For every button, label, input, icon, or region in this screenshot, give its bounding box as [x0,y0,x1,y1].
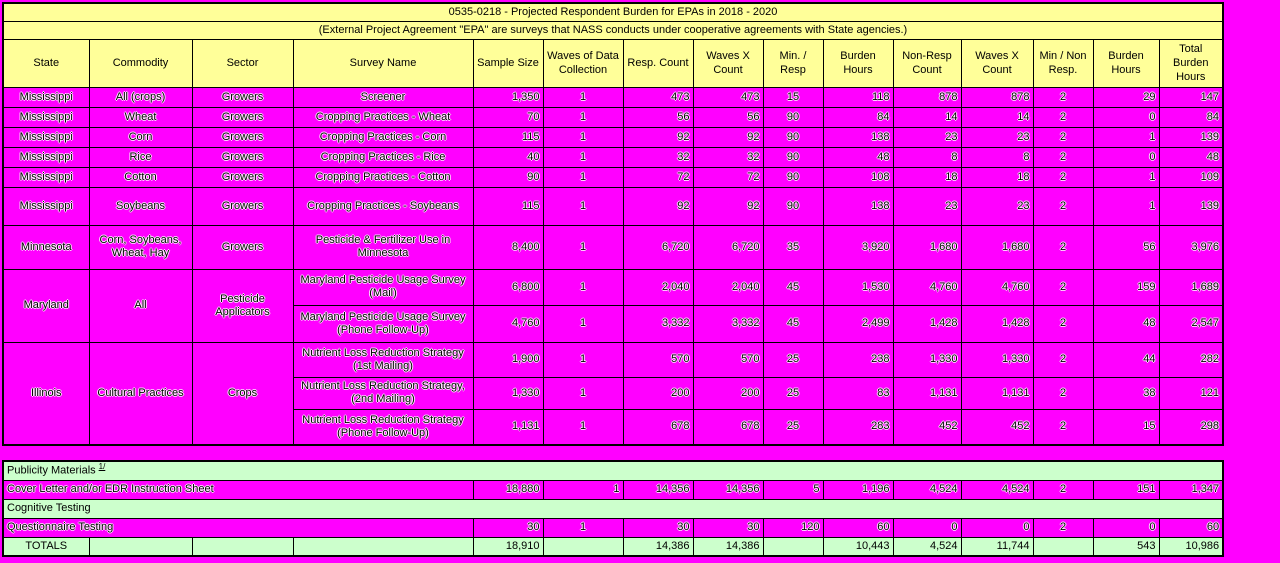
cell-wavesx[interactable]: 14,386 [693,537,763,556]
cell-wavesx2[interactable]: 23 [961,187,1033,225]
cell-wavesx2[interactable]: 1,680 [961,225,1033,269]
cell-total[interactable]: 10,986 [1159,537,1223,556]
cell-min[interactable]: 90 [763,147,823,167]
table-row [3,225,1223,269]
col-header-resp-count[interactable]: Resp. Count [623,39,693,87]
cell-waves[interactable]: 1 [543,127,623,147]
cell-burden[interactable]: 48 [823,147,893,167]
cell-wavesx[interactable]: 30 [693,518,763,537]
cell-minnon[interactable]: 2 [1033,342,1093,377]
col-header-waves[interactable]: Waves of Data Collection [543,39,623,87]
section-header-cognitive[interactable]: Cognitive Testing [3,499,1223,518]
cell-burden2[interactable]: 15 [1093,409,1159,445]
cell-resp[interactable]: 72 [623,167,693,187]
cell-commodity[interactable]: Wheat [89,107,192,127]
cell-wavesx2[interactable]: 18 [961,167,1033,187]
cell-nonresp[interactable]: 0 [893,518,961,537]
cell-wavesx[interactable]: 473 [693,87,763,107]
cell-wavesx[interactable]: 678 [693,409,763,445]
cell-wavesx2[interactable]: 11,744 [961,537,1033,556]
table-row [3,342,1223,377]
cell-burden[interactable]: 2,499 [823,305,893,342]
cell-sector[interactable]: Growers [192,107,293,127]
burden-table [2,2,1224,446]
cell-min[interactable]: 45 [763,269,823,305]
cell-wavesx[interactable]: 14,356 [693,480,763,499]
cell-survey[interactable]: Cropping Practices - Corn [293,127,473,147]
cell-commodity[interactable]: Corn [89,127,192,147]
cell-total[interactable]: 147 [1159,87,1223,107]
cell-nonresp[interactable]: 23 [893,127,961,147]
table-row [3,461,1223,480]
cell-resp[interactable]: 92 [623,187,693,225]
cell-resp[interactable]: 56 [623,107,693,127]
cell-sample[interactable]: 90 [473,167,543,187]
cell-wavesx2[interactable]: 14 [961,107,1033,127]
table-row [3,127,1223,147]
cell-survey[interactable]: Maryland Pesticide Usage Survey (Mail) [293,269,473,305]
cell-minnon[interactable]: 2 [1033,147,1093,167]
table-row [3,87,1223,107]
cell-burden[interactable]: 1,196 [823,480,893,499]
cell-cover-letter-label[interactable]: Cover Letter and/or EDR Instruction Sheet [3,480,473,499]
cell-wavesx[interactable]: 3,332 [693,305,763,342]
cell-minnon[interactable]: 2 [1033,409,1093,445]
cell-sector[interactable]: Growers [192,147,293,167]
cell-state[interactable]: Mississippi [3,187,89,225]
cell-commodity[interactable]: Soybeans [89,187,192,225]
cell-nonresp[interactable]: 4,524 [893,537,961,556]
cell-burden[interactable]: 238 [823,342,893,377]
cell-sample[interactable]: 8,400 [473,225,543,269]
cell-resp[interactable]: 32 [623,147,693,167]
cell-commodity[interactable]: Cotton [89,167,192,187]
cell-waves[interactable]: 1 [543,107,623,127]
cell-state[interactable]: Mississippi [3,107,89,127]
col-header-min-nonresp[interactable]: Min / Non Resp. [1033,39,1093,87]
cell-state[interactable]: Minnesota [3,225,89,269]
cell-sector[interactable]: Growers [192,225,293,269]
cell-min[interactable]: 90 [763,127,823,147]
cell-empty[interactable] [543,537,623,556]
cell-min[interactable]: 25 [763,377,823,409]
col-header-commodity[interactable]: Commodity [89,39,192,87]
cell-min[interactable]: 35 [763,225,823,269]
cell-sample[interactable]: 4,760 [473,305,543,342]
cell-sample[interactable]: 18,880 [473,480,543,499]
cell-burden[interactable]: 283 [823,409,893,445]
cell-state[interactable]: Mississippi [3,87,89,107]
cell-waves[interactable]: 1 [543,305,623,342]
cell-sector[interactable]: Crops [192,342,293,445]
cell-total[interactable]: 3,976 [1159,225,1223,269]
col-header-survey-name[interactable]: Survey Name [293,39,473,87]
col-header-waves-x-count-2[interactable]: Waves X Count [961,39,1033,87]
cell-nonresp[interactable]: 18 [893,167,961,187]
col-header-nonresp-count[interactable]: Non-Resp Count [893,39,961,87]
cell-wavesx2[interactable]: 1,330 [961,342,1033,377]
cell-burden2[interactable]: 56 [1093,225,1159,269]
cell-survey[interactable]: Cropping Practices - Cotton [293,167,473,187]
cell-total[interactable]: 298 [1159,409,1223,445]
cell-sector[interactable]: Growers [192,167,293,187]
cell-survey[interactable]: Cropping Practices - Wheat [293,107,473,127]
cell-wavesx2[interactable]: 23 [961,127,1033,147]
cell-nonresp[interactable]: 1,330 [893,342,961,377]
cell-burden2[interactable]: 48 [1093,305,1159,342]
cell-total[interactable]: 109 [1159,167,1223,187]
cell-wavesx[interactable]: 6,720 [693,225,763,269]
cell-commodity[interactable]: Rice [89,147,192,167]
cell-burden2[interactable]: 1 [1093,127,1159,147]
header-row [3,39,1223,87]
footer-table [2,460,1224,557]
table-row [3,147,1223,167]
cell-wavesx[interactable]: 570 [693,342,763,377]
cell-min[interactable]: 15 [763,87,823,107]
cell-minnon[interactable]: 2 [1033,167,1093,187]
cell-min[interactable]: 90 [763,187,823,225]
cell-wavesx[interactable]: 72 [693,167,763,187]
cell-wavesx2[interactable]: 8 [961,147,1033,167]
cell-nonresp[interactable]: 1,680 [893,225,961,269]
cell-resp[interactable]: 30 [623,518,693,537]
cell-burden[interactable]: 83 [823,377,893,409]
cell-wavesx[interactable]: 2,040 [693,269,763,305]
cell-waves[interactable]: 1 [543,269,623,305]
col-header-burden-hours-2[interactable]: Burden Hours [1093,39,1159,87]
cell-empty[interactable] [192,537,293,556]
col-header-total-burden[interactable]: Total Burden Hours [1159,39,1223,87]
cell-sample[interactable]: 70 [473,107,543,127]
cell-minnon[interactable]: 2 [1033,187,1093,225]
cell-survey[interactable]: Nutrient Loss Reduction Strategy (Phone Follow-Up) [293,409,473,445]
cell-sector[interactable]: Growers [192,87,293,107]
cell-minnon[interactable]: 2 [1033,305,1093,342]
cell-minnon[interactable]: 2 [1033,377,1093,409]
cell-total[interactable]: 282 [1159,342,1223,377]
cell-total[interactable]: 139 [1159,187,1223,225]
cell-burden[interactable]: 60 [823,518,893,537]
cell-survey[interactable]: Nutrient Loss Reduction Strategy (1st Mailing) [293,342,473,377]
cell-nonresp[interactable]: 8 [893,147,961,167]
cell-burden[interactable]: 3,920 [823,225,893,269]
table-row [3,187,1223,225]
cell-waves[interactable]: 1 [543,167,623,187]
cell-wavesx[interactable]: 200 [693,377,763,409]
cell-wavesx2[interactable]: 1,428 [961,305,1033,342]
cell-burden[interactable]: 84 [823,107,893,127]
cell-wavesx2[interactable]: 878 [961,87,1033,107]
section-header-publicity[interactable] [3,461,1223,480]
cell-survey[interactable]: Nutrient Loss Reduction Strategy, (2nd Mailing) [293,377,473,409]
page-title[interactable]: 0535-0218 - Projected Respondent Burden for EPAs in 2018 - 2020 [3,3,1223,21]
cell-wavesx[interactable]: 56 [693,107,763,127]
cell-min[interactable]: 45 [763,305,823,342]
cell-sample[interactable]: 1,900 [473,342,543,377]
cell-wavesx[interactable]: 32 [693,147,763,167]
cell-minnon[interactable]: 2 [1033,127,1093,147]
cell-waves[interactable]: 1 [543,518,623,537]
cell-state[interactable]: Mississippi [3,127,89,147]
cell-state[interactable]: Maryland [3,269,89,342]
cell-resp[interactable]: 570 [623,342,693,377]
cell-waves[interactable]: 1 [543,480,623,499]
cell-burden2[interactable]: 1 [1093,187,1159,225]
cell-burden[interactable]: 118 [823,87,893,107]
cell-burden2[interactable]: 159 [1093,269,1159,305]
table-row [3,107,1223,127]
cell-survey[interactable]: Maryland Pesticide Usage Survey (Phone Follow-Up) [293,305,473,342]
cell-min[interactable]: 90 [763,107,823,127]
publicity-label: Publicity Materials [7,465,96,478]
cell-empty[interactable] [293,537,473,556]
cell-state[interactable]: Mississippi [3,167,89,187]
table-row [3,269,1223,305]
col-header-state[interactable]: State [3,39,89,87]
cell-wavesx[interactable]: 92 [693,127,763,147]
cell-minnon[interactable]: 2 [1033,107,1093,127]
cell-minnon[interactable]: 2 [1033,87,1093,107]
cell-commodity[interactable]: Corn, Soybeans, Wheat, Hay [89,225,192,269]
cell-sample[interactable]: 1,330 [473,377,543,409]
cell-nonresp[interactable]: 452 [893,409,961,445]
cell-wavesx[interactable]: 92 [693,187,763,225]
cell-empty[interactable] [1033,537,1093,556]
cell-nonresp[interactable]: 14 [893,107,961,127]
cell-min[interactable]: 5 [763,480,823,499]
cell-burden2[interactable]: 0 [1093,147,1159,167]
col-header-sample-size[interactable]: Sample Size [473,39,543,87]
cell-burden2[interactable]: 151 [1093,480,1159,499]
cell-total[interactable]: 2,547 [1159,305,1223,342]
cell-burden2[interactable]: 0 [1093,107,1159,127]
cell-total[interactable]: 1,347 [1159,480,1223,499]
cell-min[interactable]: 25 [763,409,823,445]
cell-sector[interactable]: Growers [192,127,293,147]
cell-burden2[interactable]: 0 [1093,518,1159,537]
cell-minnon[interactable]: 2 [1033,518,1093,537]
cell-min[interactable]: 90 [763,167,823,187]
cell-survey[interactable]: Cropping Practices - Soybeans [293,187,473,225]
cell-sector[interactable]: Pesticide Applicators [192,269,293,342]
cell-waves[interactable]: 1 [543,147,623,167]
cell-total[interactable]: 1,689 [1159,269,1223,305]
cell-nonresp[interactable]: 4,524 [893,480,961,499]
cell-resp[interactable]: 2,040 [623,269,693,305]
cell-survey[interactable]: Cropping Practices - Rice [293,147,473,167]
cell-state[interactable]: Illinois [3,342,89,445]
cell-burden2[interactable]: 543 [1093,537,1159,556]
cell-waves[interactable]: 1 [543,342,623,377]
cell-burden[interactable]: 138 [823,127,893,147]
cell-wavesx2[interactable]: 4,524 [961,480,1033,499]
cell-resp[interactable]: 92 [623,127,693,147]
cell-waves[interactable]: 1 [543,87,623,107]
cell-sample[interactable]: 1,350 [473,87,543,107]
cell-commodity[interactable]: All [89,269,192,342]
cell-resp[interactable]: 200 [623,377,693,409]
table-row [3,167,1223,187]
cell-sample[interactable]: 115 [473,187,543,225]
cell-total[interactable]: 139 [1159,127,1223,147]
cell-nonresp[interactable]: 878 [893,87,961,107]
cell-sample[interactable]: 30 [473,518,543,537]
cell-burden2[interactable]: 29 [1093,87,1159,107]
cell-wavesx2[interactable]: 4,760 [961,269,1033,305]
cell-minnon[interactable]: 2 [1033,225,1093,269]
cell-survey[interactable]: Screener [293,87,473,107]
cell-nonresp[interactable]: 4,760 [893,269,961,305]
cell-waves[interactable]: 1 [543,409,623,445]
table-row [3,480,1223,499]
cell-resp[interactable]: 14,356 [623,480,693,499]
cell-minnon[interactable]: 2 [1033,269,1093,305]
totals-row [3,537,1223,556]
cell-nonresp[interactable]: 23 [893,187,961,225]
cell-total[interactable]: 84 [1159,107,1223,127]
cell-burden[interactable]: 10,443 [823,537,893,556]
cell-waves[interactable]: 1 [543,377,623,409]
cell-resp[interactable]: 473 [623,87,693,107]
table-row [3,499,1223,518]
cell-questionnaire-label[interactable]: Questionnaire Testing [3,518,473,537]
cell-burden[interactable]: 138 [823,187,893,225]
cell-waves[interactable]: 1 [543,187,623,225]
cell-nonresp[interactable]: 1,428 [893,305,961,342]
col-header-min-resp[interactable]: Min. / Resp [763,39,823,87]
col-header-waves-x-count[interactable]: Waves X Count [693,39,763,87]
cell-burden2[interactable]: 1 [1093,167,1159,187]
cell-burden[interactable]: 1,530 [823,269,893,305]
burden-table-sheet [2,2,1222,557]
cell-sample[interactable]: 1,131 [473,409,543,445]
cell-sample[interactable]: 40 [473,147,543,167]
cell-wavesx2[interactable]: 1,131 [961,377,1033,409]
cell-survey[interactable]: Pesticide & Fertilizer Use in Minnesota [293,225,473,269]
cell-commodity[interactable]: All (crops) [89,87,192,107]
cell-empty[interactable] [763,537,823,556]
col-header-burden-hours[interactable]: Burden Hours [823,39,893,87]
cell-wavesx2[interactable]: 452 [961,409,1033,445]
table-row [3,3,1223,21]
cell-sample[interactable]: 115 [473,127,543,147]
cell-totals-label[interactable]: TOTALS [3,537,89,556]
cell-burden[interactable]: 108 [823,167,893,187]
cell-sector[interactable]: Growers [192,187,293,225]
cell-burden2[interactable]: 38 [1093,377,1159,409]
table-row [3,518,1223,537]
cell-total[interactable]: 48 [1159,147,1223,167]
col-header-sector[interactable]: Sector [192,39,293,87]
cell-sample[interactable]: 18,910 [473,537,543,556]
cell-commodity[interactable]: Cultural Practices [89,342,192,445]
cell-resp[interactable]: 678 [623,409,693,445]
cell-nonresp[interactable]: 1,131 [893,377,961,409]
cell-wavesx2[interactable]: 0 [961,518,1033,537]
cell-total[interactable]: 60 [1159,518,1223,537]
cell-empty[interactable] [89,537,192,556]
cell-waves[interactable]: 1 [543,225,623,269]
cell-state[interactable]: Mississippi [3,147,89,167]
footnote-marker: 1/ [98,462,106,472]
cell-total[interactable]: 121 [1159,377,1223,409]
page-subtitle[interactable]: (External Project Agreement "EPA" are surveys that NASS conducts under cooperative agreements with State agencies.) [3,21,1223,39]
cell-resp[interactable]: 14,386 [623,537,693,556]
cell-minnon[interactable]: 2 [1033,480,1093,499]
section-gap [2,446,1222,460]
cell-min[interactable]: 120 [763,518,823,537]
cell-resp[interactable]: 6,720 [623,225,693,269]
cell-min[interactable]: 25 [763,342,823,377]
cell-burden2[interactable]: 44 [1093,342,1159,377]
table-row [3,21,1223,39]
cell-sample[interactable]: 6,800 [473,269,543,305]
cell-resp[interactable]: 3,332 [623,305,693,342]
